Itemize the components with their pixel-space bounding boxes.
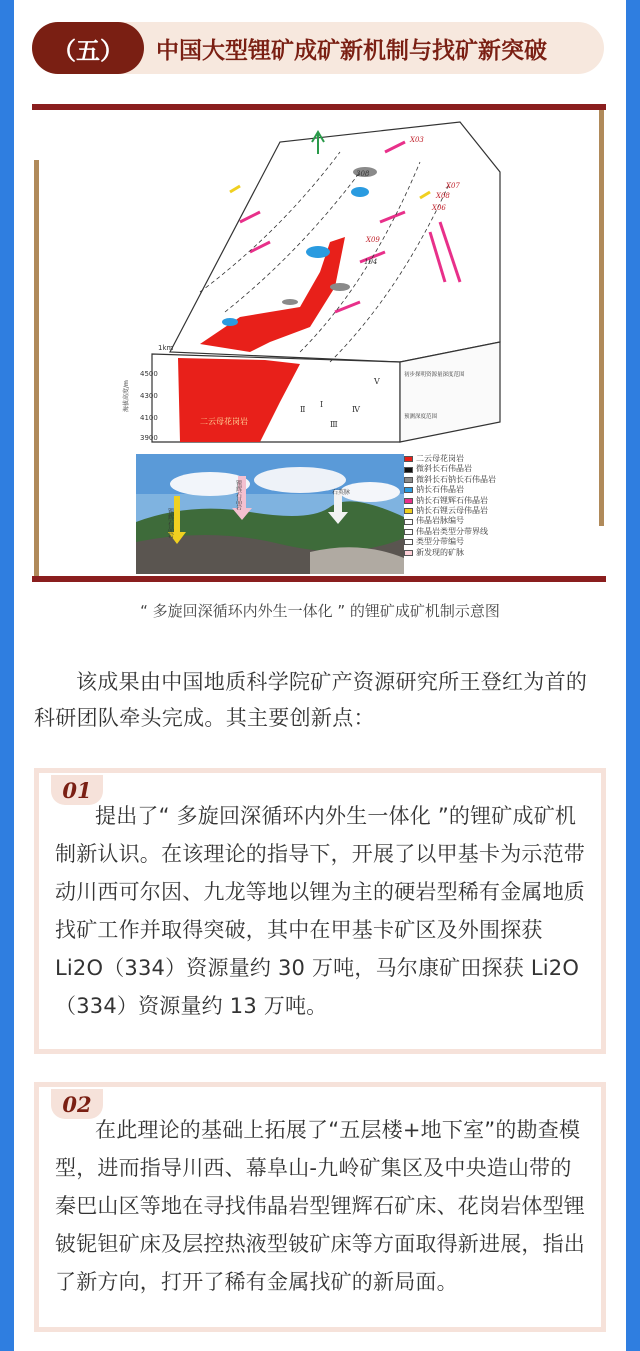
zone-label-1: Ⅰ — [320, 400, 324, 409]
legend-swatch — [404, 529, 413, 535]
section-title: 中国大型锂矿成矿新机制与找矿新突破 — [156, 36, 547, 64]
legend-swatch — [404, 467, 413, 473]
depth-tick-3900: 3900 — [140, 434, 158, 442]
legend-swatch — [404, 456, 413, 462]
albite-patch-3 — [222, 318, 238, 326]
frame-left-border — [34, 160, 39, 580]
legend-item — [404, 464, 486, 474]
zone-label-5: Ⅴ — [374, 377, 380, 386]
frame-right-border — [599, 110, 604, 526]
legend-swatch — [404, 539, 413, 545]
figure-legend — [404, 454, 496, 558]
legend-label: 新发现的矿脉 — [416, 547, 464, 557]
legend-label: 钠长石锂辉石伟晶岩 — [416, 495, 488, 505]
zone-label-3: Ⅲ — [330, 420, 338, 429]
vein-label-x09: X09 — [366, 236, 380, 244]
legend-item — [404, 516, 486, 526]
legend-item — [404, 454, 486, 464]
frame-top-border — [32, 104, 606, 110]
legend-label: 微斜长石钠长石伟晶岩 — [416, 474, 496, 484]
legend-item — [404, 548, 486, 558]
depth-tick-4300: 4300 — [140, 392, 158, 400]
legend-item — [404, 506, 486, 516]
vein-label-104: 104 — [364, 258, 378, 266]
photo-tag-3: 石英脉 — [332, 489, 351, 496]
note-predicted-depth: 预测深度范围 — [404, 414, 438, 420]
legend-label: 类型分带编号 — [416, 537, 464, 547]
depth-tick-4100: 4100 — [140, 414, 158, 422]
innovation-point-1 — [34, 768, 606, 1054]
figure-frame — [32, 104, 606, 582]
zone-label-4: Ⅳ — [352, 405, 360, 414]
depth-tick-4500: 4500 — [140, 370, 158, 378]
photo-tag-1: 锂辉石晶岩 — [166, 508, 174, 538]
photo-tag-2: 锂辉石晶岩 — [234, 480, 242, 510]
legend-swatch — [404, 519, 413, 525]
grey-pegmatite-3 — [282, 299, 298, 305]
vein-label-x07: X07 — [446, 182, 460, 190]
point-text: 在此理论的基础上拓展了“五层楼+地下室”的勘查模型，进而指导川西、幕阜山-九岭矿集区及中央造山带的秦巴山区等地在寻找伟晶岩型锂辉石矿床、花岗岩体型锂铍铌钽矿床及层控热液型铍矿床等方面取得新进展，指出了新方向，打开了稀有金属找矿的新局面。 — [55, 1118, 585, 1294]
grey-pegmatite-2 — [330, 283, 350, 291]
section-number-badge: （五） — [32, 22, 144, 74]
legend-label: 微斜长石伟晶岩 — [416, 464, 472, 474]
legend-swatch — [404, 487, 413, 493]
frame-bottom-border — [32, 576, 606, 582]
section-header — [32, 22, 604, 74]
vein-label-x08: X08 — [436, 192, 450, 200]
legend-label: 钠长石锂云母伟晶岩 — [416, 506, 488, 516]
depth-axis-label: 海拔高度/m — [123, 380, 130, 412]
albite-patch-2 — [351, 187, 369, 197]
scale-label: 1km — [158, 344, 174, 352]
legend-swatch — [404, 550, 413, 556]
legend-item — [404, 485, 486, 495]
legend-item — [404, 527, 486, 537]
legend-item — [404, 474, 496, 485]
note-explored-depth: 初步探明资源量深度范围 — [404, 372, 465, 378]
legend-label: 伟晶岩类型分带界线 — [416, 526, 488, 536]
figure-caption: “ 多旋回深循环内外生一体化 ” 的锂矿成矿机制示意图 — [140, 602, 500, 620]
vein-label-x03: X03 — [410, 136, 424, 144]
legend-item — [404, 537, 486, 547]
zone-label-2: Ⅱ — [300, 405, 306, 414]
vein-label-x06: X06 — [432, 204, 446, 212]
legend-label: 钠长石伟晶岩 — [416, 485, 464, 495]
point-number-badge: 02 — [51, 1089, 103, 1119]
point-number-badge: 01 — [51, 775, 103, 805]
vein-label-308: 308 — [356, 170, 370, 178]
intro-paragraph: 该成果由中国地质科学院矿产资源研究所王登红为首的科研团队牵头完成。其主要创新点： — [34, 670, 588, 730]
legend-label: 伟晶岩脉编号 — [416, 516, 464, 526]
left-side-bar — [0, 0, 14, 1351]
albite-patch-1 — [306, 246, 330, 258]
legend-item — [404, 496, 486, 506]
legend-swatch — [404, 508, 413, 514]
granite-section-label: 二云母花岗岩 — [200, 417, 248, 426]
legend-swatch — [404, 477, 413, 483]
innovation-point-2 — [34, 1082, 606, 1332]
point-text: 提出了“ 多旋回深循环内外生一体化 ”的锂矿成矿机制新认识。在该理论的指导下，开展了以甲基卡为示范带动川西可尔因、九龙等地以锂为主的硬岩型稀有金属地质找矿工作并取得突破，其中在甲基卡矿区及外围探获 Li2O（334）资源量约 30 万吨，马尔康矿田探获 Li2O（334）资源量约 13 万吨。 — [55, 804, 585, 1018]
legend-label: 二云母花岗岩 — [416, 454, 464, 463]
legend-swatch — [404, 498, 413, 504]
right-side-bar — [626, 0, 640, 1351]
